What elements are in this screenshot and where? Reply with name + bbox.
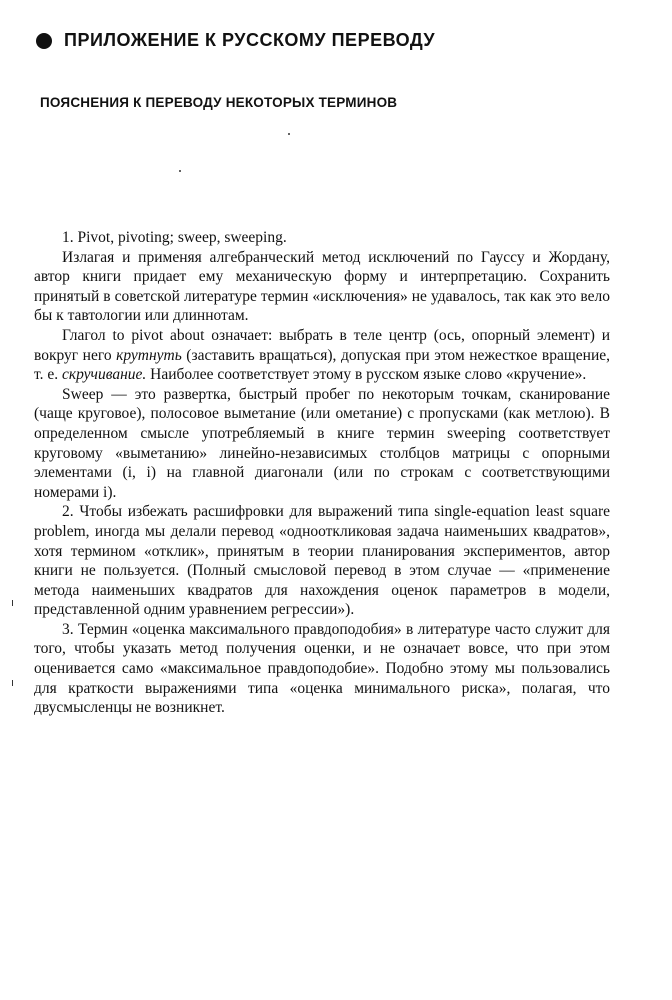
paragraph: Глагол to pivot about означает: выбрать в теле центр (ось, опорный элемент) и вокруг него крутнуть (заставить вращаться), допуская при этом нежесткое вращение, т. е. скручивание. Наиболее соответствует этому в русском языке слово «кручение». — [34, 326, 610, 384]
paragraph: Излагая и применяя алгебранческий метод исключений по Гауссу и Жордану, автор книги придает ему механическую форму и интерпретацию. Сохранить принятый в советской литературе термин «исключения» не удавалось, так как это вело бы к тавтологии или длиннотам. — [34, 248, 610, 325]
emphasis: скручивание. — [62, 366, 147, 384]
item-heading: 1. Pivot, pivoting; sweep, sweeping. — [62, 229, 287, 246]
paragraph: 2. Чтобы избежать расшифровки для выражений типа single-equation least square problem, иногда мы делали перевод «однооткликовая задача наименьших квадратов», хотя термином «отклик», принятым в теории планирования экспериментов, автор книги не пользуется. (Полный смысловой перевод в этом случае — «применение метода наименьших квадратов для нахождения оценок параметров в модели, представленной одним уравнением регрессии»). — [34, 503, 610, 619]
section-subtitle: ПОЯСНЕНИЯ К ПЕРЕВОДУ НЕКОТОРЫХ ТЕРМИНОВ — [40, 95, 398, 110]
paragraph: 3. Термин «оценка максимального правдоподобия» в литературе часто служит для того, чтобы указать метод получения оценки, и не означает вовсе, что при этом оценивается само «максимальное правдоподобие». Подобно этому мы пользовались для краткости выражениями типа «оценка минимального риска», полагая, что двусмысленцы не возникнет. — [34, 620, 610, 717]
scan-speck — [12, 680, 13, 686]
scan-speck — [12, 600, 13, 606]
body-text — [34, 228, 610, 718]
bullet-icon — [36, 33, 52, 49]
scan-speck — [179, 170, 181, 172]
page-header — [36, 30, 435, 51]
scan-speck — [288, 133, 290, 135]
paragraph: Sweep — это развертка, быстрый пробег по некоторым точкам, сканирование (чаще круговое), полосовое выметание (или ометание) с пропусками (как метлою). В определенном смысле употребляемый в книге термин sweeping соответствует круговому «выметанию» линейно-независимых столбцов матрицы с опорными элементами (i, i) на главной диагонали (или по строкам с соответствующими номерами i). — [34, 385, 610, 501]
page-title: ПРИЛОЖЕНИЕ К РУССКОМУ ПЕРЕВОДУ — [64, 30, 436, 50]
emphasis: крутнуть — [116, 346, 182, 364]
